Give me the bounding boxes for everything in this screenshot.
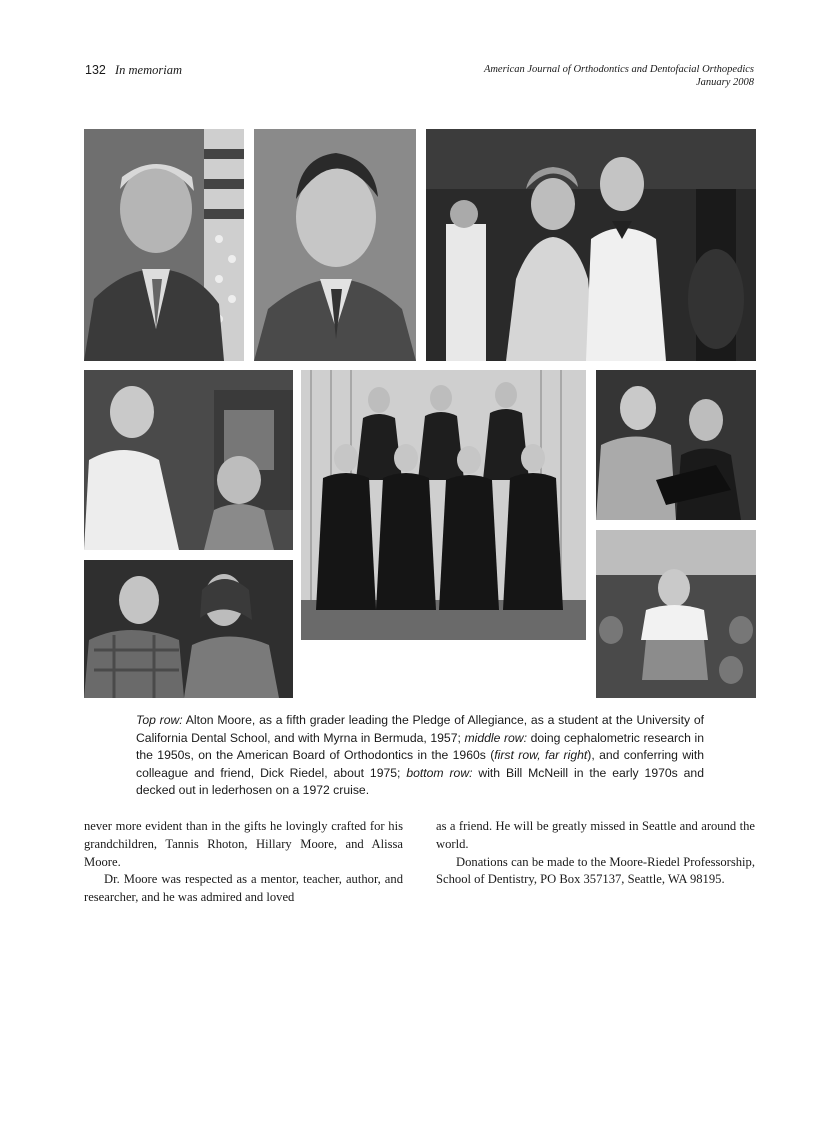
running-header-right (484, 63, 754, 89)
body-paragraph: Donations can be made to the Moore-Riedel Professorship, School of Dentistry, PO Box 357137, Seattle, WA 98195. (436, 854, 755, 887)
running-header-left (85, 63, 182, 78)
body-column-left (84, 818, 403, 907)
photo-dental-student (254, 129, 416, 361)
caption-bottom-row-label: bottom row: (400, 765, 473, 780)
body-column-right (436, 818, 755, 889)
photo-dick-riedel (596, 370, 756, 520)
photo-bermuda-dance (426, 129, 756, 361)
caption-middle-row-text: doing cephalometric research in the 1950s, on the American Board of Orthodontics in the 1960s ( (136, 730, 704, 763)
photo-cephalometric-research (84, 370, 293, 550)
page-number: 132 (85, 63, 106, 77)
body-paragraph: Dr. Moore was respected as a mentor, teacher, author, and researcher, and he was admired and loved (84, 872, 403, 905)
section-title: In memoriam (114, 63, 182, 77)
photo-board-of-orthodontics (301, 370, 586, 640)
caption-middle-row-label: middle row: (460, 730, 527, 745)
caption-first-row-label: first row, far right (494, 748, 588, 763)
photo-bill-mcneill (84, 560, 293, 698)
body-paragraph: never more evident than in the gifts he lovingly crafted for his grandchildren, Tannis Rhoton, Hillary Moore, and Alissa Moore. (84, 819, 403, 869)
caption-bottom-row-text: with Bill McNeill in the early 1970s and decked out in lederhosen on a 1972 cruise. (136, 765, 704, 798)
caption-top-row-label: Top row: (136, 713, 183, 727)
caption-top-row-text: Alton Moore, as a fifth grader leading the Pledge of Allegiance, as a student at the University of California Dental School, and with Myrna in Bermuda, 1957; (136, 713, 704, 745)
issue-date: January 2008 (695, 77, 754, 88)
photo-lederhosen-cruise (596, 530, 756, 698)
body-paragraph: as a friend. He will be greatly missed in Seattle and around the world. (436, 819, 755, 851)
caption-middle-row-tail: ), and conferring with colleague and friend, Dick Riedel, about 1975; (136, 748, 704, 780)
photo-fifth-grader-pledge (84, 129, 244, 361)
figure-caption (136, 712, 704, 800)
journal-title: American Journal of Orthodontics and Dentofacial Orthopedics (483, 64, 754, 75)
